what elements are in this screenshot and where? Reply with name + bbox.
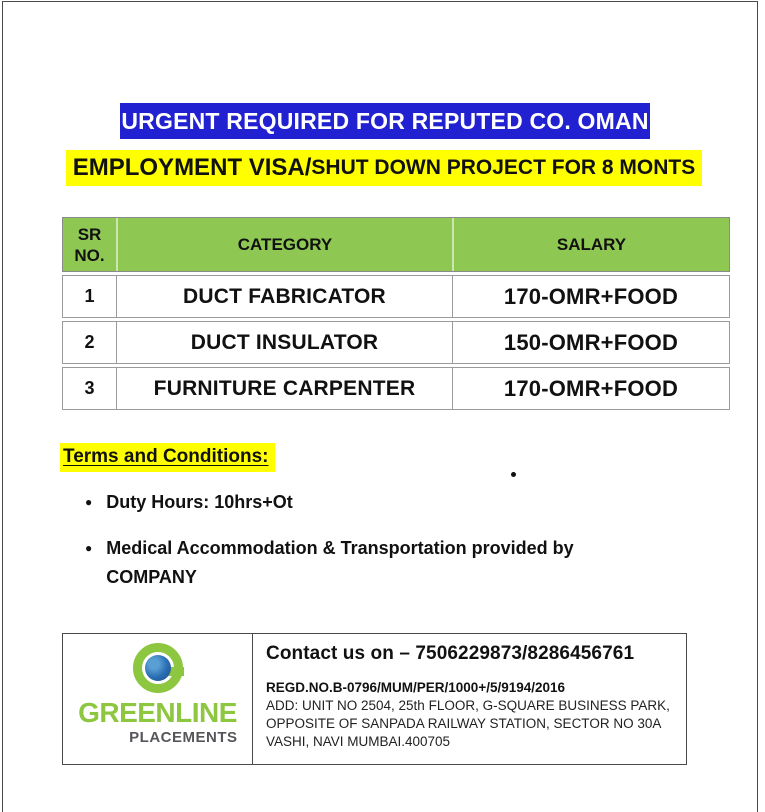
table-row [62, 321, 730, 364]
jobs-table [62, 217, 730, 410]
list-item [85, 488, 605, 517]
title-banner [120, 103, 650, 139]
subtitle-banner [66, 150, 702, 186]
row-category: FURNITURE CARPENTER [116, 368, 452, 409]
greenline-g-icon [133, 643, 183, 693]
row-sr-no: 3 [84, 378, 95, 398]
header-category: CATEGORY [116, 218, 452, 271]
logo-name: GREENLINE [78, 697, 237, 728]
globe-icon [145, 655, 171, 681]
bullet-dot-icon: ● [85, 541, 93, 555]
table-header-row [62, 217, 730, 272]
term-text: Duty Hours: 10hrs+Ot [106, 492, 293, 512]
company-address: ADD: UNIT NO 2504, 25th FLOOR, G-SQUARE BUSINESS PARK, OPPOSITE OF SANPADA RAILWAY STATION, SECTOR NO 30A VASHI, NAVI MUMBAI.400705 [266, 698, 670, 749]
logo-subtitle: PLACEMENTS [129, 729, 238, 746]
footer-contact-box [62, 633, 687, 765]
terms-heading: Terms and Conditions: [60, 443, 275, 472]
subtitle-text-secondary: SHUT DOWN PROJECT FOR 8 MONTS [311, 156, 696, 179]
terms-section [60, 443, 640, 609]
row-sr-no: 2 [84, 332, 95, 352]
contact-details [253, 634, 710, 764]
company-logo [63, 634, 253, 764]
row-sr-no: 1 [84, 286, 95, 306]
contact-phone-line: Contact us on – 7506229873/8286456761 [266, 643, 635, 664]
header-sr-no: SR NO. [74, 224, 105, 265]
header-salary: SALARY [452, 218, 729, 271]
list-item [85, 534, 605, 592]
table-row [62, 367, 730, 410]
registration-number: REGD.NO.B-0796/MUM/PER/1000+/5/9194/2016 [266, 680, 566, 695]
stray-bullet-dot [511, 472, 516, 477]
title-text: URGENT REQUIRED FOR REPUTED CO. OMAN [121, 107, 649, 134]
term-text: Medical Accommodation & Transportation provided by COMPANY [106, 538, 574, 587]
row-category: DUCT FABRICATOR [116, 276, 452, 317]
row-category: DUCT INSULATOR [116, 322, 452, 363]
bullet-dot-icon: ● [85, 495, 93, 509]
subtitle-text-primary: EMPLOYMENT VISA/ [72, 154, 312, 181]
terms-list [60, 488, 605, 592]
row-salary: 170-OMR+FOOD [452, 276, 729, 317]
table-row [62, 275, 730, 318]
row-salary: 150-OMR+FOOD [452, 322, 729, 363]
row-salary: 170-OMR+FOOD [452, 368, 729, 409]
